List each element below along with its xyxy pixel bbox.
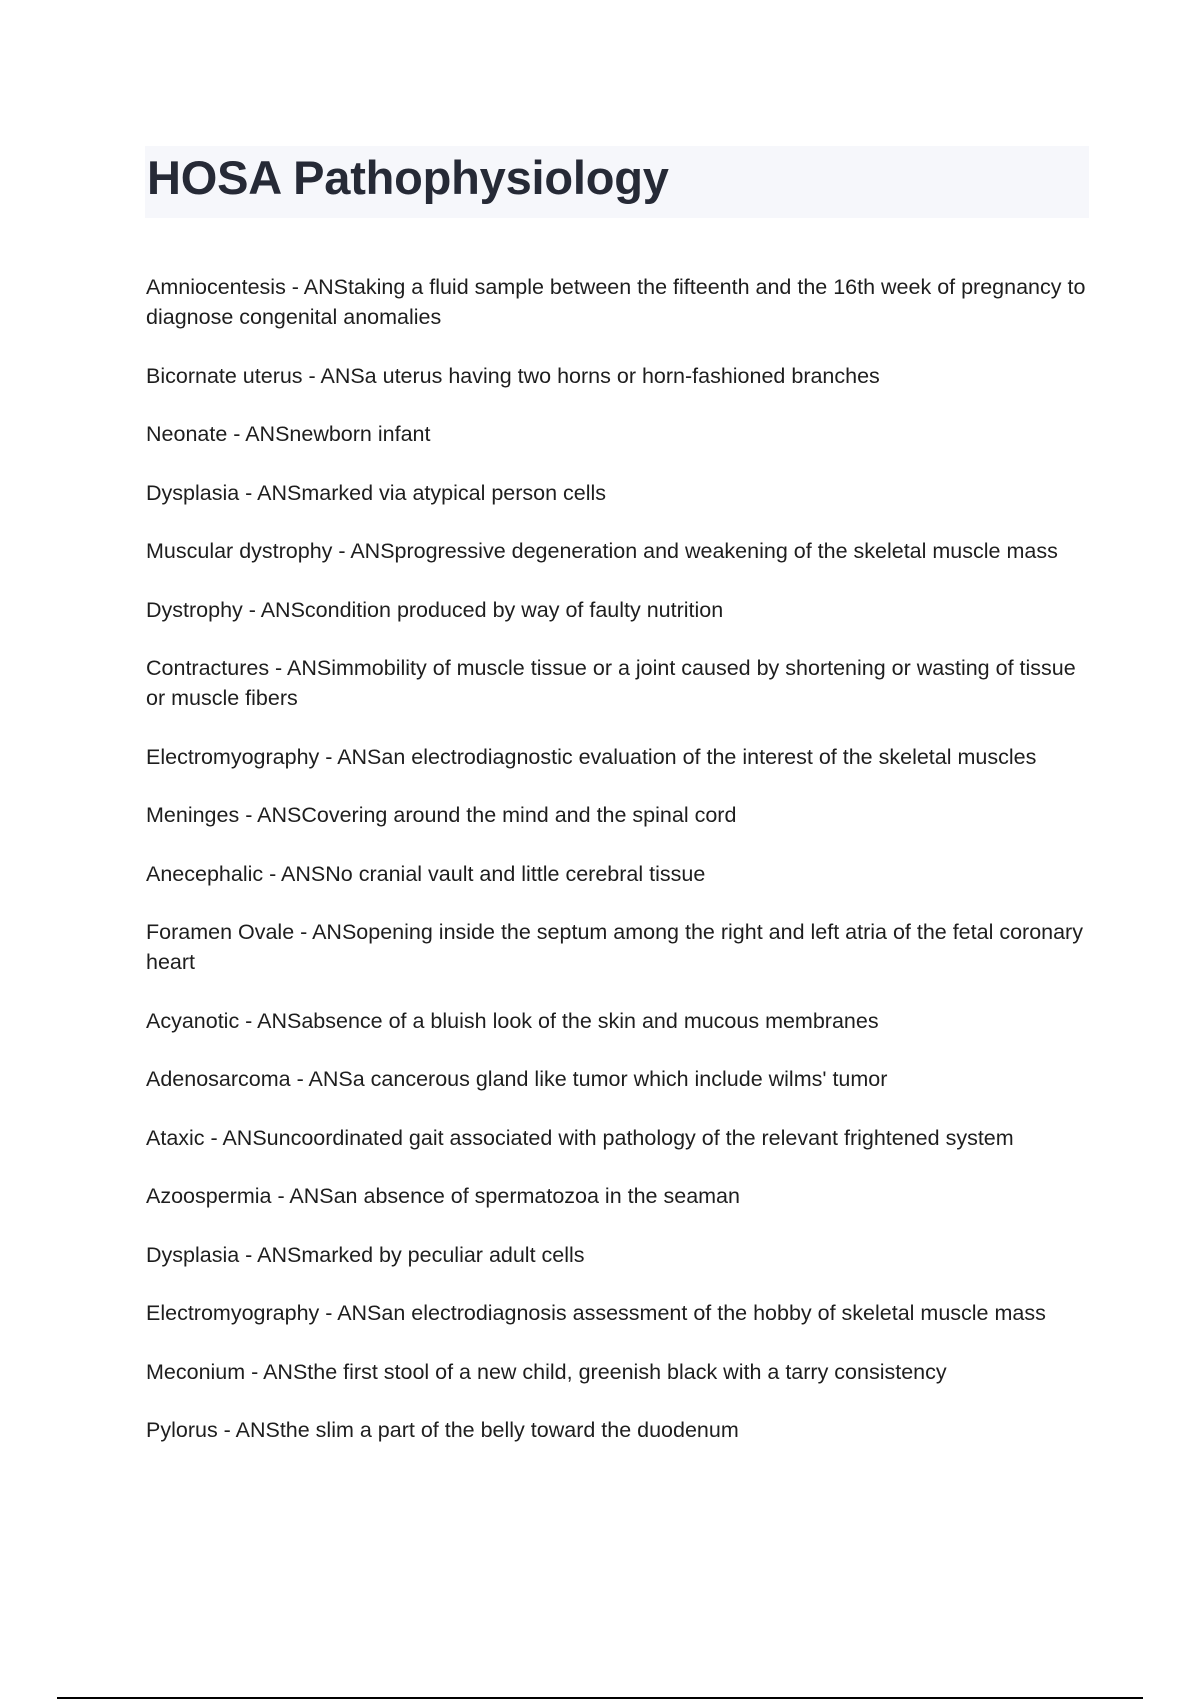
glossary-entry: Adenosarcoma - ANSa cancerous gland like tumor which include wilms' tumor (146, 1067, 888, 1091)
glossary-entry: Pylorus - ANSthe slim a part of the belly toward the duodenum (146, 1418, 739, 1442)
title-band (145, 146, 1089, 218)
glossary-entry: Meninges - ANSCovering around the mind and the spinal cord (146, 803, 737, 827)
glossary-entry: Bicornate uterus - ANSa uterus having two horns or horn-fashioned branches (146, 363, 880, 388)
glossary-entry: Dysplasia - ANSmarked via atypical person cells (146, 480, 607, 505)
glossary-entry: Muscular dystrophy - ANSprogressive degeneration and weakening of the skeletal muscle mass (146, 539, 1058, 563)
glossary-entry: Dysplasia - ANSmarked by peculiar adult cells (146, 1242, 585, 1267)
glossary-entry: Electromyography - ANSan electrodiagnostic evaluation of the interest of the skeletal muscles (146, 744, 1037, 769)
glossary-entry: Contractures - ANSimmobility of muscle tissue or a joint caused by shortening or wasting of tissue or muscle fibers (146, 656, 1076, 710)
glossary-entry: Anecephalic - ANSNo cranial vault and little cerebral tissue (146, 861, 706, 886)
glossary-entry: Amniocentesis - ANStaking a fluid sample between the fifteenth and the 16th week of pregnancy to diagnose congenital anomalies (146, 275, 1086, 329)
glossary-list (146, 272, 1096, 1474)
glossary-entry: Electromyography - ANSan electrodiagnosis assessment of the hobby of skeletal muscle mass (146, 1301, 1046, 1325)
glossary-entry: Azoospermia - ANSan absence of spermatozoa in the seaman (146, 1184, 740, 1208)
page-title: HOSA Pathophysiology (147, 151, 669, 204)
glossary-entry: Foramen Ovale - ANSopening inside the septum among the right and left atria of the fetal coronary heart (146, 920, 1083, 974)
glossary-entry: Meconium - ANSthe first stool of a new child, greenish black with a tarry consistency (146, 1359, 947, 1384)
glossary-entry: Neonate - ANSnewborn infant (146, 422, 431, 446)
glossary-entry: Ataxic - ANSuncoordinated gait associated with pathology of the relevant frightened system (146, 1125, 1014, 1150)
glossary-entry: Dystrophy - ANScondition produced by way of faulty nutrition (146, 597, 724, 622)
footer-divider (57, 1697, 1143, 1699)
glossary-entry: Acyanotic - ANSabsence of a bluish look of the skin and mucous membranes (146, 1008, 879, 1033)
